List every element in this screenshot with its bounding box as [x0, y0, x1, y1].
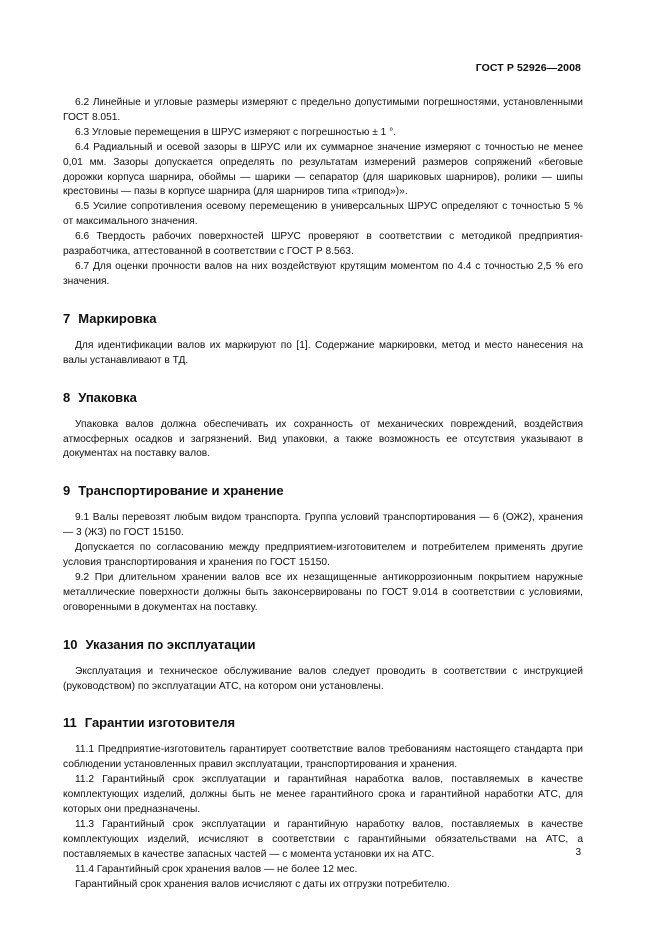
section-heading — [63, 637, 583, 653]
paragraph-11-1: 11.1 Предприятие-изготовитель гарантирует соответствие валов требованиям настоящего стандарта при соблюдении установленных правил эксплуатации, транспортирования и хранения. — [63, 744, 583, 771]
paragraph: Гарантийный срок хранения валов исчисляют с даты их отгрузки потребителю. — [75, 878, 450, 890]
section-number: 9 — [63, 483, 71, 499]
section-title: Указания по эксплуатации — [85, 636, 256, 652]
section-9 — [63, 483, 583, 615]
section-heading — [63, 311, 583, 327]
section-6-continued — [63, 96, 583, 290]
paragraph-6-6: 6.6 Твердость рабочих поверхностей ШРУС проверяют в соответствии с методикой предприятия-разработчика, аттестованной в соответствии с ГОСТ Р 8.563. — [63, 231, 583, 258]
paragraph-11-2: 11.2 Гарантийный срок эксплуатации и гарантийная наработка валов, поставляемых в качестве комплектующих изделий, должны быть не менее гарантийного срока и гарантийной наработки АТС, для которых они предназначены. — [63, 774, 583, 816]
paragraph-6-2: 6.2 Линейные и угловые размеры измеряют с предельно допустимыми погрешностями, установленными ГОСТ 8.051. — [63, 97, 583, 123]
section-11 — [63, 715, 583, 892]
section-heading — [63, 483, 583, 499]
section-10 — [63, 637, 583, 695]
paragraph-9-1: 9.1 Валы перевозят любым видом транспорта. Группа условий транспортирования — 6 (ОЖ2), хранения — 3 (ЖЗ) по ГОСТ 15150. — [63, 512, 583, 539]
section-title: Упаковка — [78, 389, 137, 405]
section-title: Маркировка — [78, 310, 157, 326]
paragraph-11-4: 11.4 Гарантийный срок хранения валов — не более 12 мес. — [75, 863, 358, 875]
paragraph-6-4: 6.4 Радиальный и осевой зазоры в ШРУС или их суммарное значение измеряют с точностью не менее 0,01 мм. Зазоры допускается определять по результатам измерений размеров сопряжений «беговые дорожки корпуса шарнира, обоймы — шарики — сепаратор (для шариковых шарниров), ролики — шипы крестовины — пазы в корпусе шарнира (для шарниров типа «трипод»)». — [63, 141, 583, 198]
paragraph-9-2: 9.2 При длительном хранении валов все их незащищенные антикоррозионным покрытием наружные металлические поверхности должны быть законсервированы по ГОСТ 9.014 в соответствии с условиями, оговоренными в документах на поставку. — [63, 571, 583, 613]
section-heading — [63, 715, 583, 731]
paragraph: Эксплуатация и техническое обслуживание валов следует проводить в соответствии с инструкцией (руководством) по эксплуатации АТС, на котором они установлены. — [63, 665, 583, 692]
section-number: 8 — [63, 389, 71, 405]
paragraph-6-7: 6.7 Для оценки прочности валов на них воздействуют крутящим моментом по 4.4 с точностью 2,5 % его значения. — [63, 260, 583, 287]
section-heading — [63, 390, 583, 406]
paragraph: Упаковка валов должна обеспечивать их сохранность от механических повреждений, воздействия атмосферных осадков и загрязнений. Вид упаковки, а также возможность ее отсутствия указывают в документах на поставку валов. — [63, 418, 583, 460]
section-title: Гарантии изготовителя — [84, 715, 236, 731]
section-number: 11 — [63, 715, 77, 731]
section-number: 7 — [63, 310, 71, 326]
section-7 — [63, 311, 583, 369]
paragraph: Для идентификации валов их маркируют по [1]. Содержание маркировки, метод и место нанесения на валы устанавливают в ТД. — [63, 339, 583, 366]
paragraph-6-5: 6.5 Усилие сопротивления осевому перемещению в универсальных ШРУС определяют с точностью 5 % от максимального значения. — [63, 201, 583, 228]
section-title: Транспортирование и хранение — [78, 483, 284, 499]
page-number: 3 — [575, 847, 581, 858]
document-id: ГОСТ Р 52926—2008 — [475, 62, 581, 74]
paragraph-6-3: 6.3 Угловые перемещения в ШРУС измеряют с погрешностью ± 1 °. — [75, 126, 397, 138]
section-8 — [63, 390, 583, 463]
section-number: 10 — [63, 636, 78, 652]
document-body — [63, 96, 583, 893]
paragraph-11-3: 11.3 Гарантийный срок эксплуатации и гарантийную наработку валов, поставляемых в качестве комплектующих изделий, исчисляют в соответствии с гарантийными обязательствами на АТС, а поставляемых в качестве запасных частей — с момента установки их на АТС. — [63, 819, 583, 860]
paragraph: Допускается по согласованию между предприятием-изготовителем и потребителем применять другие условия транспортирования и хранения по ГОСТ 15150. — [63, 542, 583, 569]
